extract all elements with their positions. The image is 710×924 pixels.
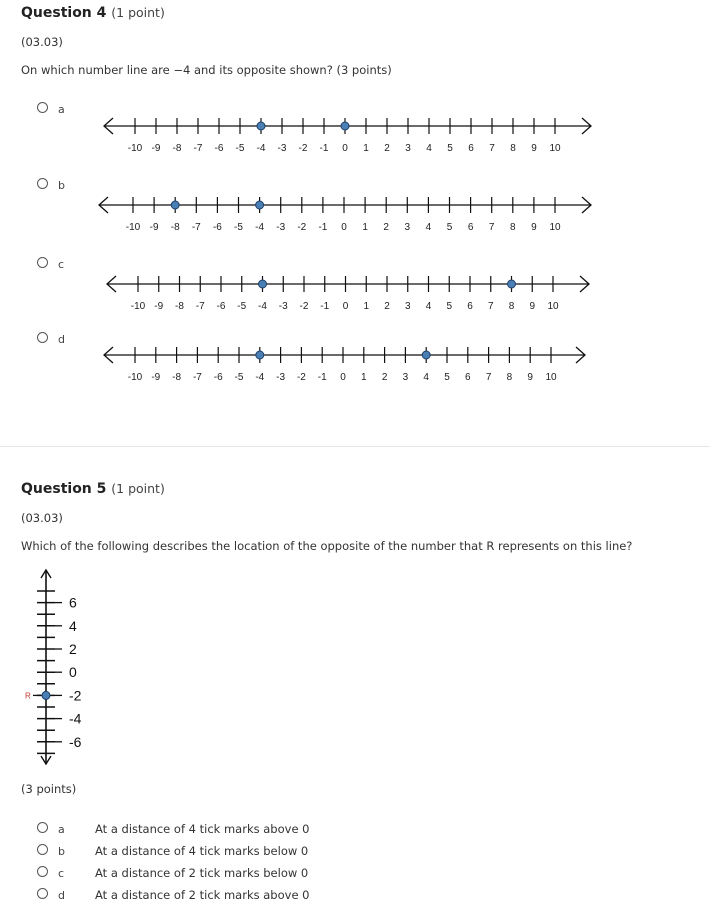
question-4-text: On which number line are −4 and its opposite shown? (3 points) — [21, 63, 392, 77]
question-5-title-text: Question 5 — [21, 481, 107, 497]
tick-label: 9 — [529, 301, 536, 312]
tick-label: 7 — [487, 301, 494, 312]
q5-option-c-text[interactable]: At a distance of 2 tick marks below 0 — [95, 866, 309, 880]
vertical-tick-label: -6 — [69, 733, 82, 750]
q5-option-d-radio[interactable] — [37, 888, 48, 899]
tick-label: 7 — [488, 222, 495, 233]
q4-option-c-letter: c — [58, 258, 65, 271]
tick-label: 4 — [423, 372, 429, 383]
q5-option-c-radio[interactable] — [37, 866, 48, 877]
vertical-tick-label: 6 — [69, 594, 77, 611]
marked-point — [256, 351, 264, 359]
section-divider — [0, 446, 710, 447]
question-4-points: (1 point) — [111, 5, 165, 20]
tick-label: 2 — [384, 143, 390, 154]
tick-label: 3 — [404, 301, 411, 312]
question-5-points-note: (3 points) — [21, 782, 77, 796]
vertical-tick-label: 4 — [69, 617, 77, 634]
vertical-tick-label: 2 — [69, 641, 77, 657]
tick-label: -8 — [175, 301, 184, 312]
tick-label: 10 — [549, 222, 561, 233]
tick-label: 4 — [425, 301, 432, 312]
tick-label: 4 — [425, 222, 432, 233]
tick-label: 0 — [341, 222, 347, 233]
tick-label: 7 — [489, 143, 495, 154]
tick-label: -1 — [318, 222, 328, 233]
tick-label: 4 — [426, 143, 432, 154]
tick-label: 8 — [506, 372, 513, 383]
tick-label: -4 — [256, 143, 266, 154]
marked-point — [341, 122, 349, 130]
tick-label: 2 — [384, 301, 390, 312]
point-r-marker — [42, 691, 50, 699]
question-5-title — [21, 481, 165, 497]
tick-label: 0 — [342, 143, 348, 154]
number-line-b — [99, 197, 591, 233]
tick-label: 3 — [402, 372, 409, 383]
q5-option-b-letter: b — [58, 845, 65, 858]
q5-option-d-text[interactable]: At a distance of 2 tick marks above 0 — [95, 888, 310, 902]
vertical-tick-label: -4 — [69, 710, 82, 727]
tick-label: -9 — [149, 222, 159, 233]
tick-label: 1 — [361, 372, 367, 383]
tick-label: 3 — [405, 143, 411, 154]
tick-label: 3 — [404, 222, 411, 233]
tick-label: -3 — [277, 143, 287, 154]
tick-label: -3 — [278, 301, 288, 312]
point-r-label: R — [25, 691, 31, 701]
tick-label: -3 — [276, 372, 286, 383]
tick-label: -4 — [255, 222, 265, 233]
question-5-code: (03.03) — [21, 511, 63, 525]
tick-label: -2 — [296, 372, 306, 383]
tick-label: 10 — [545, 372, 557, 383]
tick-label: -7 — [191, 222, 201, 233]
marked-point — [422, 351, 430, 359]
tick-label: -5 — [235, 143, 245, 154]
tick-label: -6 — [213, 372, 223, 383]
tick-label: 8 — [508, 301, 515, 312]
tick-label: -4 — [258, 301, 267, 312]
tick-label: 6 — [467, 222, 474, 233]
q5-option-c-letter: c — [58, 867, 65, 880]
tick-label: -7 — [193, 143, 203, 154]
tick-label: 9 — [527, 372, 533, 383]
tick-label: 5 — [447, 143, 453, 154]
tick-label: -10 — [127, 372, 143, 383]
tick-label: -10 — [125, 222, 141, 233]
tick-label: -6 — [216, 301, 226, 312]
tick-label: 1 — [363, 143, 369, 154]
q5-vertical-number-line — [0, 562, 120, 782]
tick-label: -8 — [172, 372, 182, 383]
tick-label: -9 — [154, 301, 164, 312]
tick-label: 0 — [340, 372, 346, 383]
tick-label: -9 — [151, 143, 161, 154]
tick-label: -2 — [299, 301, 309, 312]
tick-label: 7 — [485, 372, 492, 383]
tick-label: -2 — [297, 222, 307, 233]
tick-label: 2 — [383, 222, 389, 233]
tick-label: -6 — [212, 222, 222, 233]
q4-option-d-letter: d — [58, 333, 65, 346]
tick-label: -1 — [320, 301, 330, 312]
question-5-text: Which of the following describes the location of the opposite of the number that R represents on this line? — [21, 539, 633, 553]
tick-label: 9 — [531, 143, 537, 154]
tick-label: 9 — [531, 222, 537, 233]
tick-label: -10 — [127, 143, 143, 154]
q5-option-a-letter: a — [58, 823, 65, 836]
tick-label: -1 — [319, 143, 329, 154]
tick-label: -10 — [130, 301, 146, 312]
tick-label: 6 — [467, 301, 473, 312]
tick-label: 10 — [549, 143, 561, 154]
tick-label: -3 — [276, 222, 286, 233]
q5-option-a-radio[interactable] — [37, 822, 48, 833]
tick-label: 6 — [468, 143, 474, 154]
vertical-tick-label: -2 — [69, 687, 82, 704]
tick-label: -8 — [170, 222, 180, 233]
tick-label: 6 — [465, 372, 471, 383]
q4-option-b-letter: b — [58, 179, 65, 192]
tick-label: -1 — [317, 372, 327, 383]
q5-option-d-letter: d — [58, 889, 65, 902]
tick-label: 8 — [510, 143, 516, 154]
tick-label: -2 — [298, 143, 308, 154]
tick-label: 8 — [510, 222, 516, 233]
question-5-points: (1 point) — [111, 481, 165, 496]
vertical-tick-label: 0 — [69, 664, 77, 681]
tick-label: -5 — [234, 222, 243, 233]
tick-label: 2 — [381, 372, 388, 383]
tick-label: 5 — [444, 372, 450, 383]
tick-label: -7 — [192, 372, 202, 383]
tick-label: -8 — [172, 143, 182, 154]
q4-option-a-letter: a — [58, 103, 65, 116]
tick-label: 10 — [547, 301, 559, 312]
tick-label: 5 — [446, 301, 453, 312]
tick-label: 0 — [342, 301, 349, 312]
marked-point — [257, 122, 265, 130]
tick-label: -6 — [214, 143, 224, 154]
question-4-code: (03.03) — [21, 35, 63, 49]
tick-label: 1 — [362, 222, 368, 233]
tick-label: 1 — [363, 301, 370, 312]
q4-number-lines — [0, 0, 710, 446]
q5-option-b-radio[interactable] — [37, 844, 48, 855]
number-line-a — [104, 118, 591, 154]
q5-option-a-text[interactable]: At a distance of 4 tick marks above 0 — [95, 822, 310, 836]
tick-label: -7 — [195, 301, 205, 312]
question-4-title-text: Question 4 — [21, 5, 107, 21]
tick-label: -4 — [255, 372, 265, 383]
tick-label: -9 — [151, 372, 161, 383]
marked-point — [256, 201, 264, 209]
tick-label: 5 — [446, 222, 453, 233]
number-line-c — [107, 276, 589, 312]
marked-point — [508, 280, 516, 288]
marked-point — [171, 201, 179, 209]
marked-point — [259, 280, 267, 288]
number-line-d — [104, 347, 585, 383]
tick-label: -5 — [237, 301, 247, 312]
tick-label: -5 — [234, 372, 244, 383]
q5-option-b-text[interactable]: At a distance of 4 tick marks below 0 — [95, 844, 309, 858]
